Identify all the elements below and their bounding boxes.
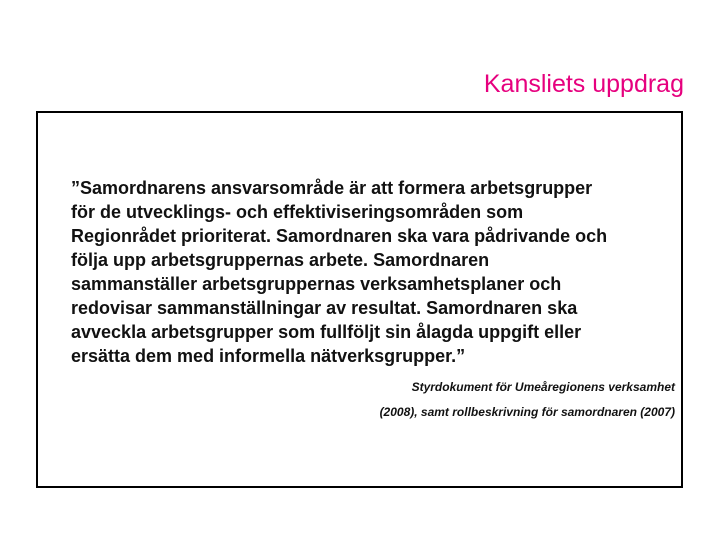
quote-line: ersätta dem med informella nätverksgrupper.” (71, 346, 466, 366)
quote-line: Regionrådet prioriterat. Samordnaren ska vara pådrivande och (71, 226, 608, 246)
quote-line: för de utvecklings- och effektiviseringsområden som (71, 202, 524, 222)
slide-title: Kansliets uppdrag (483, 70, 684, 98)
quote-line: sammanställer arbetsgruppernas verksamhetsplaner och (71, 274, 562, 294)
citation-line: (2008), samt rollbeskrivning för samordnaren (2007) (379, 405, 675, 419)
quote-box (36, 111, 683, 488)
quote-line: avveckla arbetsgrupper som fullföljt sin ålagda uppgift eller (71, 322, 582, 342)
citation-line: Styrdokument för Umeåregionens verksamhet (411, 380, 675, 394)
quote-line: följa upp arbetsgruppernas arbete. Samordnaren (71, 250, 490, 270)
quote-line: ”Samordnarens ansvarsområde är att formera arbetsgrupper (71, 178, 593, 198)
quote-line: redovisar sammanställningar av resultat. Samordnaren ska (71, 298, 578, 318)
citation (380, 375, 675, 425)
quote-text (71, 176, 681, 368)
